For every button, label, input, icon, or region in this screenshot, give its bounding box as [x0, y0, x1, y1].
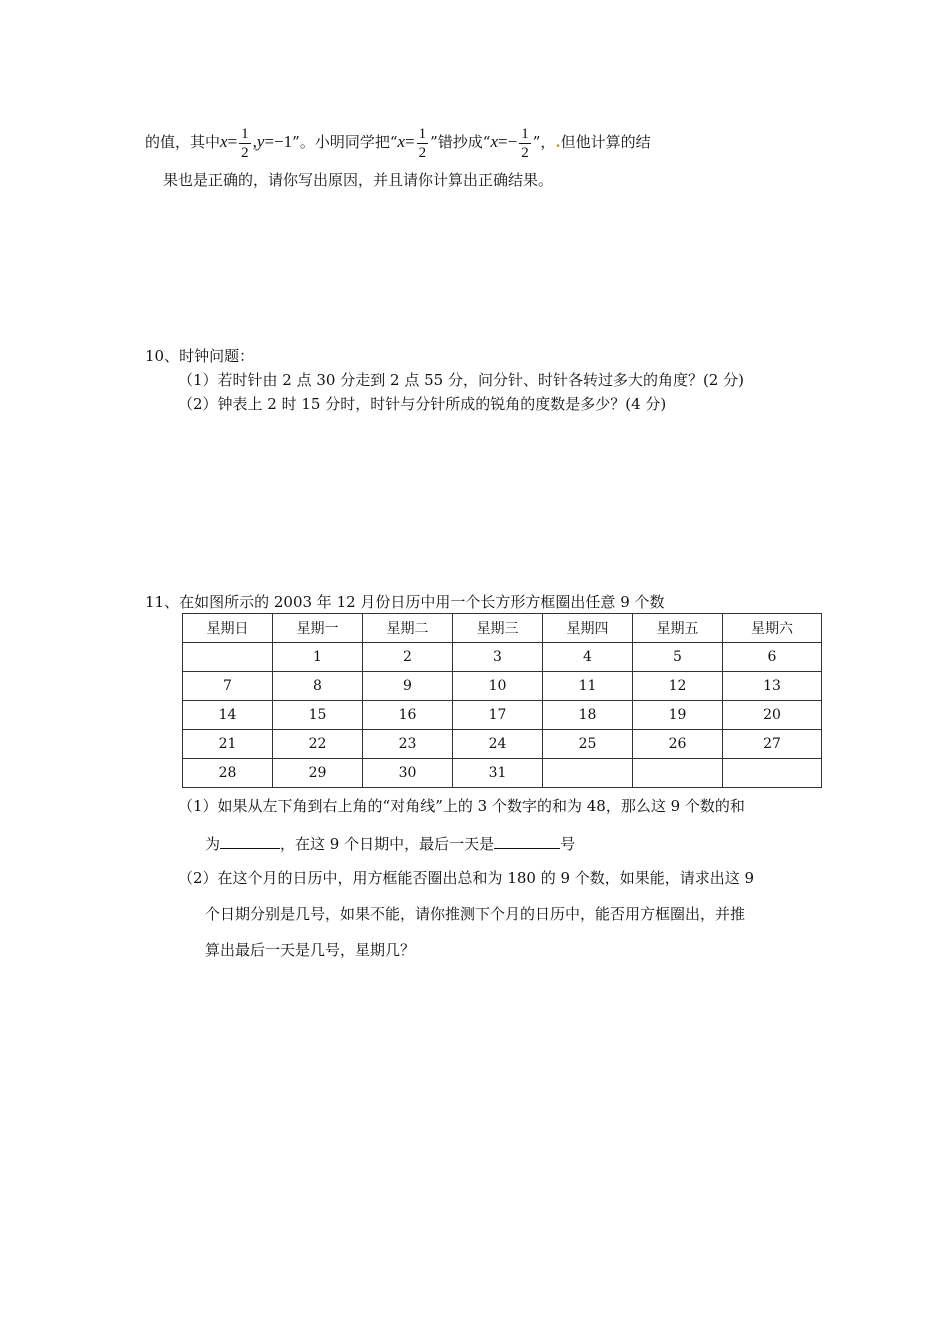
math-x-3: x	[490, 132, 499, 151]
problem10-title: 10、时钟问题：	[145, 347, 255, 365]
weekday-header: 星期一	[273, 614, 363, 643]
date-cell: 23	[363, 730, 453, 759]
problem11-q1-line1: （1）如果从左下角到右上角的“对角线”上的 3 个数字的和为 48，那么这 9 个数的和	[178, 797, 745, 815]
math-x-2: x	[397, 132, 406, 151]
math-y: y	[256, 132, 265, 151]
q1-text-c: 号	[560, 835, 576, 853]
date-cell: 3	[453, 643, 543, 672]
problem11-q2-line1: （2）在这个月的日历中，用方框能否圈出总和为 180 的 9 个数，如果能，请求出这 9	[178, 869, 755, 887]
date-cell: 20	[723, 701, 822, 730]
weekday-header: 星期日	[183, 614, 273, 643]
date-cell: 24	[453, 730, 543, 759]
date-cell: 25	[543, 730, 633, 759]
fraction-half-2	[417, 125, 429, 162]
date-cell: 29	[273, 759, 363, 788]
problem10-q2: （2）钟表上 2 时 15 分时，时针与分针所成的锐角的度数是多少？(4 分)	[178, 395, 667, 413]
problem9-text-b: 。小明同学把“	[299, 133, 398, 151]
calendar-row	[183, 643, 822, 672]
date-cell: 28	[183, 759, 273, 788]
weekday-header: 星期三	[453, 614, 543, 643]
q1-text-b: ，在这 9 个日期中，最后一天是	[280, 835, 495, 853]
fraction-numerator-3: 1	[521, 125, 529, 142]
quote-close: ”	[292, 133, 300, 151]
problem11-title: 11、在如图所示的 2003 年 12 月份日历中用一个长方形方框圈出任意 9 个数	[145, 593, 665, 611]
date-cell: 15	[273, 701, 363, 730]
problem9-text-a: 的值，其中	[145, 133, 221, 151]
q1-text-a: 为	[205, 835, 221, 853]
problem9-text-e: 但他计算的结	[560, 133, 651, 151]
date-cell: 2	[363, 643, 453, 672]
date-cell: 10	[453, 672, 543, 701]
calendar-table	[182, 613, 822, 788]
calendar-row	[183, 672, 822, 701]
date-cell: 1	[273, 643, 363, 672]
problem11-q1-line2	[205, 832, 575, 854]
date-cell: 13	[723, 672, 822, 701]
date-cell: 19	[633, 701, 723, 730]
weekday-header: 星期四	[543, 614, 633, 643]
math-eq-3: =	[405, 132, 415, 151]
math-eq: =	[227, 132, 238, 151]
date-cell: 6	[723, 643, 822, 672]
date-cell: 21	[183, 730, 273, 759]
date-cell: 8	[273, 672, 363, 701]
date-cell: 14	[183, 701, 273, 730]
date-cell: 27	[723, 730, 822, 759]
date-cell: 11	[543, 672, 633, 701]
mark-dot: .	[555, 133, 561, 151]
weekday-header: 星期五	[633, 614, 723, 643]
date-cell: 30	[363, 759, 453, 788]
fraction-denominator-3: 2	[521, 144, 529, 161]
date-cell: 16	[363, 701, 453, 730]
weekday-header: 星期二	[363, 614, 453, 643]
date-cell	[183, 643, 273, 672]
date-cell: 26	[633, 730, 723, 759]
math-y-value: −1	[274, 132, 293, 151]
problem10-q1: （1）若时针由 2 点 30 分走到 2 点 55 分，问分针、时针各转过多大的角度？(2 分)	[178, 371, 744, 389]
answer-blank-last-day[interactable]	[494, 832, 560, 849]
calendar-row	[183, 730, 822, 759]
calendar-row	[183, 759, 822, 788]
math-x: x	[220, 132, 228, 151]
fraction-numerator-2: 1	[418, 125, 427, 142]
fraction-denominator-2: 2	[418, 144, 427, 161]
weekday-header: 星期六	[723, 614, 822, 643]
math-eq-4: =	[498, 132, 508, 151]
fraction-numerator: 1	[241, 125, 249, 142]
problem9-text-d: ”，	[532, 133, 556, 151]
date-cell: 5	[633, 643, 723, 672]
date-cell: 22	[273, 730, 363, 759]
date-cell: 12	[633, 672, 723, 701]
date-cell	[633, 759, 723, 788]
fraction-denominator: 2	[241, 144, 249, 161]
date-cell	[723, 759, 822, 788]
date-cell: 31	[453, 759, 543, 788]
date-cell: 7	[183, 672, 273, 701]
calendar-header-row	[183, 614, 822, 643]
fraction-half-3	[519, 125, 531, 162]
problem11-q2-line2: 个日期分别是几号，如果不能，请你推测下个月的日历中，能否用方框圈出，并推	[205, 905, 746, 923]
problem9-text-c: ”错抄成“	[430, 133, 491, 151]
answer-blank-sum[interactable]	[220, 832, 280, 849]
math-eq-2: =	[264, 132, 275, 151]
problem11-q2-line3: 算出最后一天是几号，星期几？	[205, 941, 416, 959]
date-cell	[543, 759, 633, 788]
date-cell: 4	[543, 643, 633, 672]
calendar-row	[183, 701, 822, 730]
problem9-line1	[145, 122, 651, 162]
fraction-half	[239, 125, 251, 162]
math-neg: −	[507, 132, 518, 151]
date-cell: 18	[543, 701, 633, 730]
math-comma: ,	[252, 132, 257, 151]
problem9-line2: 果也是正确的，请你写出原因，并且请你计算出正确结果。	[163, 171, 554, 189]
date-cell: 17	[453, 701, 543, 730]
date-cell: 9	[363, 672, 453, 701]
